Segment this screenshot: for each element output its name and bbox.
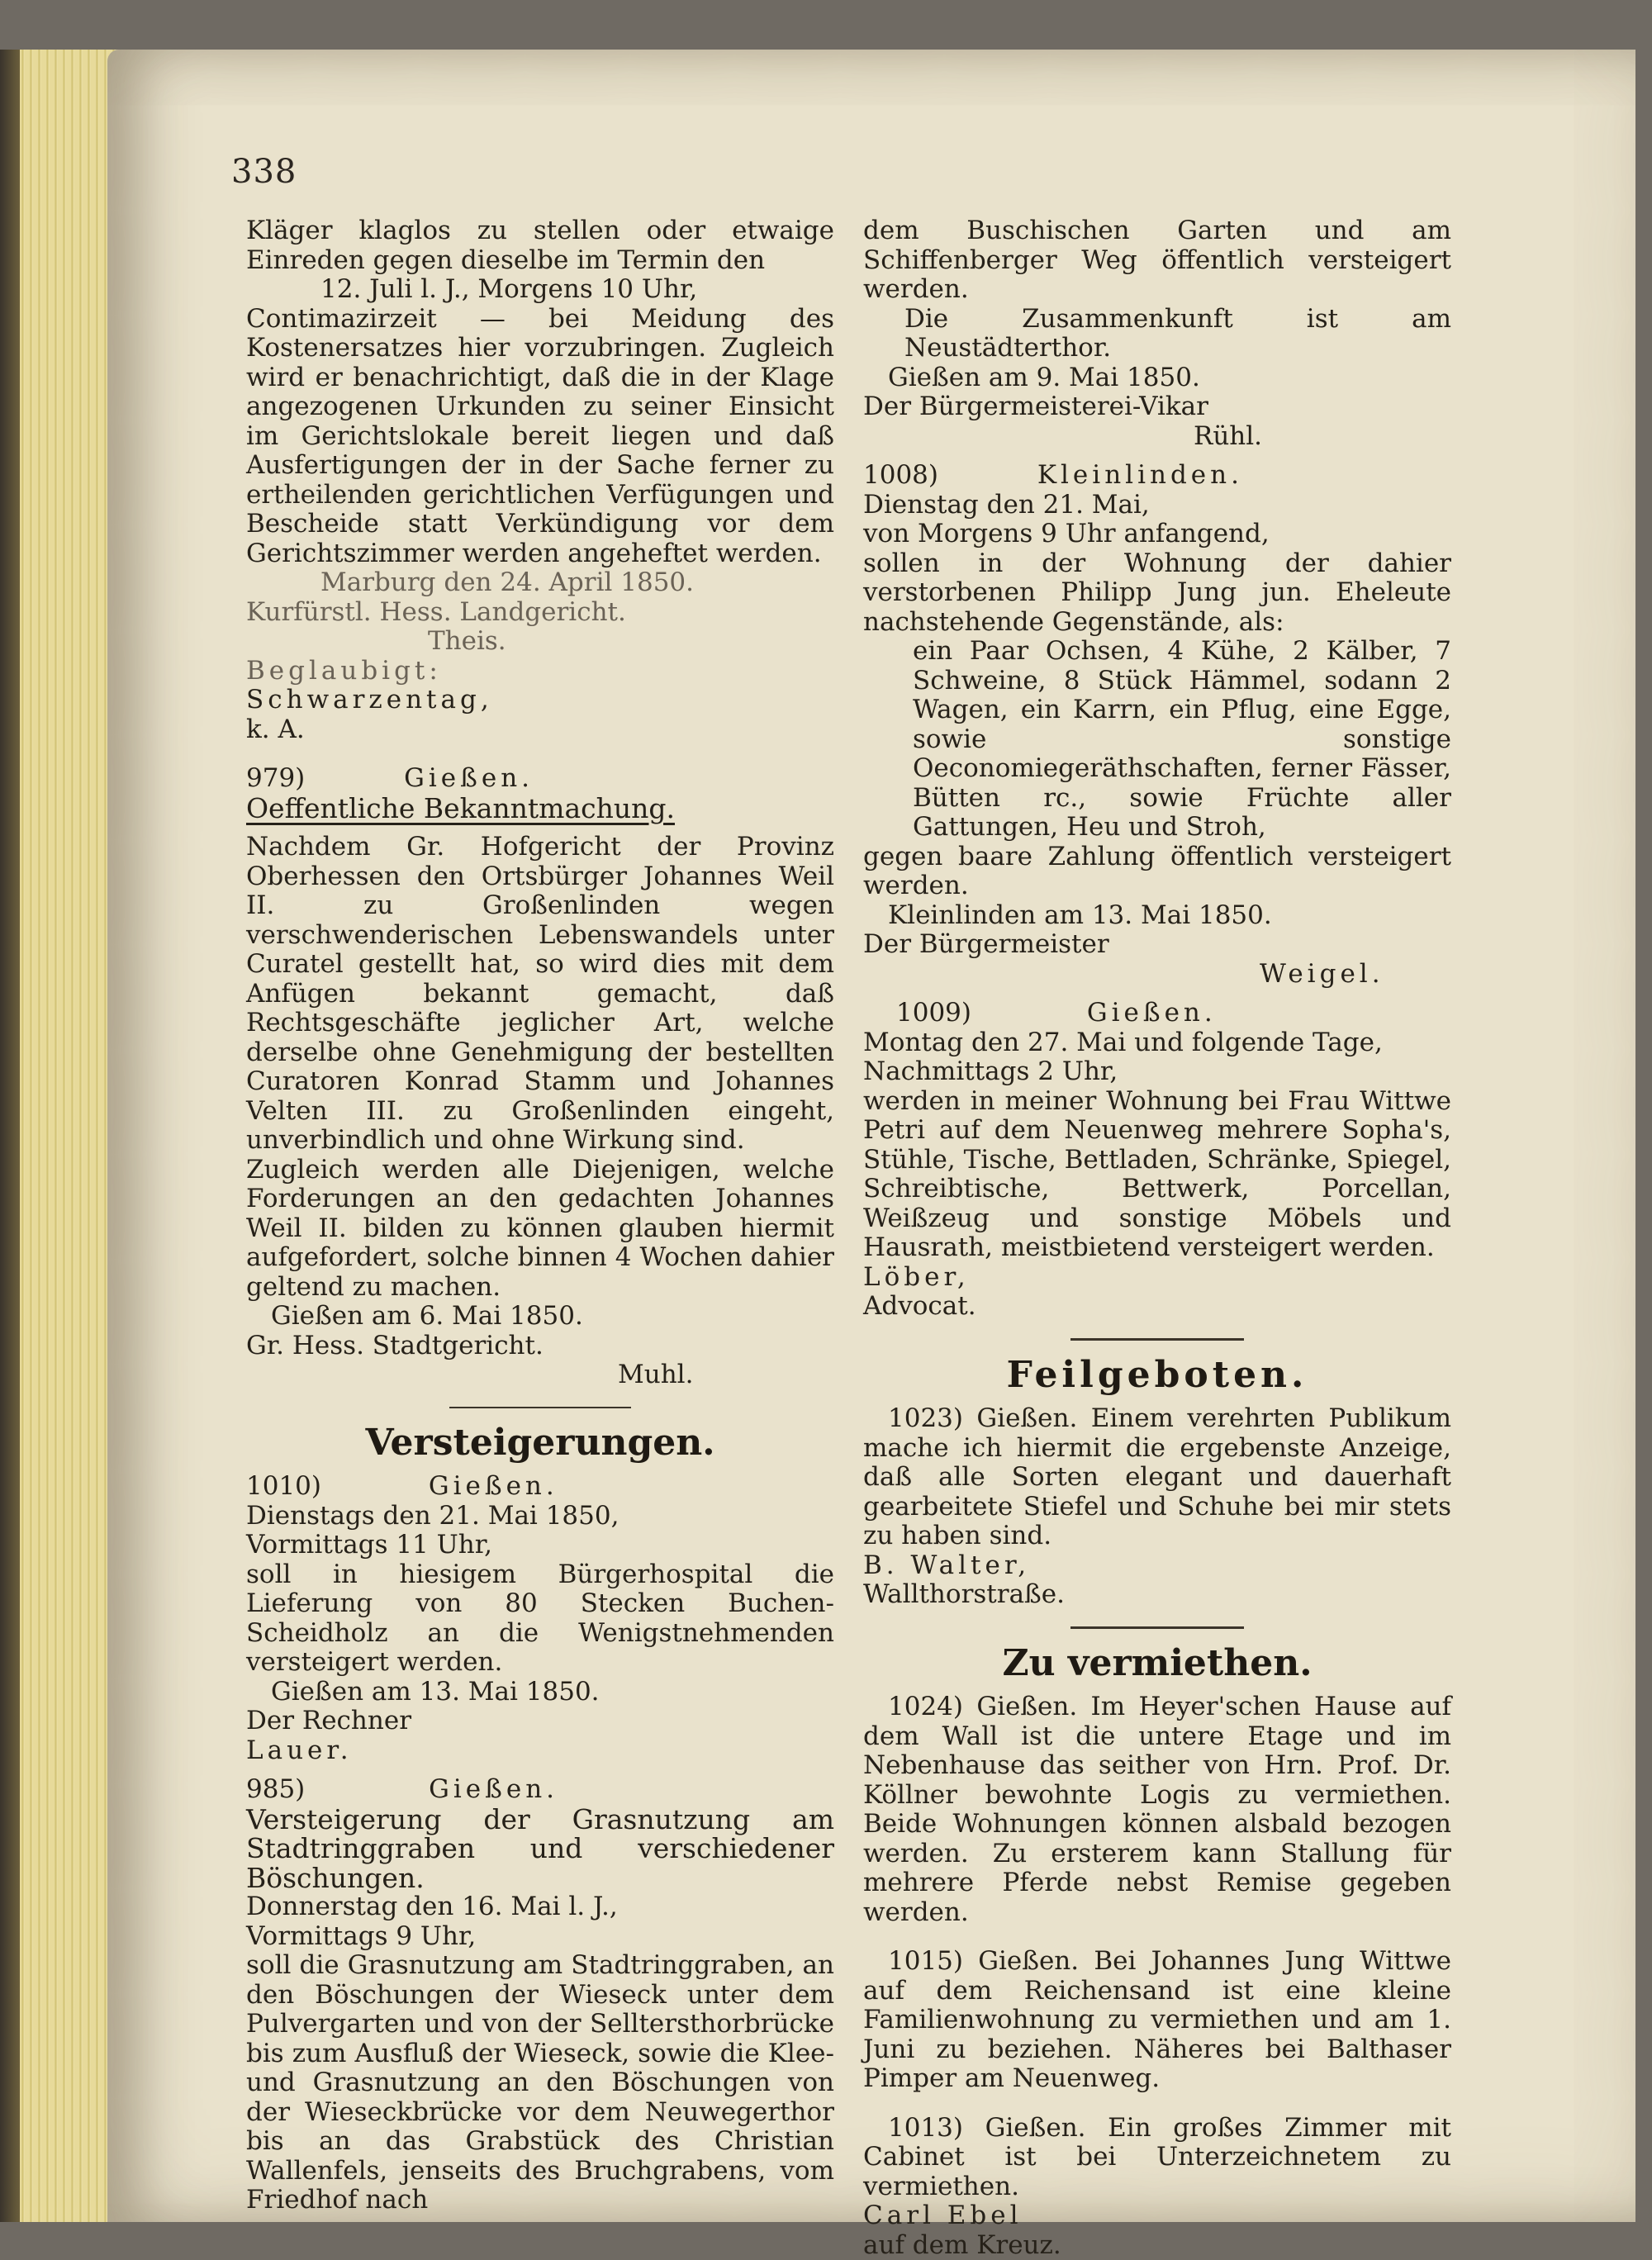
notice-985-header [246,1775,834,1805]
notice-1008-date: Kleinlinden am 13. Mai 1850. [863,901,1451,931]
notice-1009-header [863,999,1451,1028]
book-binding-shadow [0,50,20,2222]
notice-1013-address: auf dem Kreuz. [863,2231,1451,2260]
notice-1008-date-line: Dienstag den 21. Mai, [863,491,1451,520]
court-name: Kurfürstl. Hess. Landgericht. [246,598,834,628]
notice-signer: Rühl. [863,422,1451,452]
notice-number: 1008) [863,460,938,490]
notice-1009-signer-title: Advocat. [863,1292,1451,1322]
notice-1008-intro: sollen in der Wohnung der dahier verstorbenen Philipp Jung jun. Eheleute nachstehende Gegenstände, als: [863,549,1451,638]
left-column [246,216,834,2215]
notice-place: Gießen. [429,1774,558,1804]
notice-1015-body: 1015) Gießen. Bei Johannes Jung Wittwe auf dem Reichensand ist eine kleine Familienwohnung zu vermiethen und am 1. Juni zu beziehen. Näheres bei Balthaser Pimper am Neuenweg. [863,1947,1451,2094]
notice-979-court: Gr. Hess. Stadtgericht. [246,1332,834,1361]
notice-985-date-line: Donnerstag den 16. Mai l. J., [246,1892,834,1922]
certifier-name: Schwarzentag, [246,686,834,715]
notice-1010-header [246,1472,834,1502]
notice-1008-outro: gegen baare Zahlung öffentlich versteigert werden. [863,843,1451,901]
notice-1010-date-line: Dienstags den 21. Mai 1850, [246,1502,834,1531]
notice-1008-time-line: von Morgens 9 Uhr anfangend, [863,520,1451,549]
divider [1070,1338,1244,1341]
notice-date: Gießen am 9. Mai 1850. [863,363,1451,393]
notice-979-date: Gießen am 6. Mai 1850. [246,1302,834,1332]
notice-place-date: Marburg den 24. April 1850. [246,568,834,598]
continued-text-body: Contimazirzeit — bei Meidung des Kostenersatzes hier vorzubringen. Zugleich wird er benachrichtigt, daß die in der Klage angezogenen Urkunden zu seiner Einsicht im Gerichtslokale bereit liegen und daß Ausfertigungen der in der Sache ferner zu ertheilenden gerichtlichen Verfügungen und Bescheide statt Verkündigung vor dem Gerichtszimmer werden angeheftet werden. [246,305,834,569]
notice-1010-time-line: Vormittags 11 Uhr, [246,1531,834,1560]
notice-1008-signer: Weigel. [863,960,1451,990]
notice-1008-header [863,461,1451,491]
notice-979-body1: Nachdem Gr. Hofgericht der Provinz Oberhessen den Ortsbürger Johannes Weil II. zu Großenlinden wegen verschwenderischen Lebenswandels unter Curatel gestellt hat, so wird dies mit dem Anfügen bekannt gemacht, daß Rechtsgeschäfte jeglicher Art, welche derselbe ohne Genehmigung der bestellten Curatoren Konrad Stamm und Johannes Velten III. zu Großenlinden eingeht, unverbindlich und ohne Wirkung sind. [246,833,834,1156]
notice-number: 985) [246,1774,305,1804]
notice-979-signer: Muhl. [246,1360,834,1390]
section-heading-feilgeboten: Feilgeboten. [863,1360,1451,1390]
notice-1010-signer: Lauer. [246,1736,834,1766]
notice-place: Gießen. [404,763,534,793]
notice-985-body: soll die Grasnutzung am Stadtringgraben, an den Böschungen der Wieseck unter dem Pulvergarten und von der Selltersthorbrücke bis zum Ausfluß der Wieseck, sowie die Klee- und Grasnutzung an den Böschungen von der Wieseckbrücke vor dem Neuwegerthor bis an das Grabstück des Christian Wallenfels, jenseits des Bruchgrabens, vom Friedhof nach [246,1951,834,2215]
notice-1009-date-line: Montag den 27. Mai und folgende Tage, [863,1028,1451,1058]
notice-979-body2: Zugleich werden alle Diejenigen, welche Forderungen an den gedachten Johannes Weil II. bilden zu können glauben hiermit aufgefordert, solche binnen 4 Wochen dahier geltend zu machen. [246,1156,834,1303]
meeting-point: Die Zusammenkunft ist am Neustädterthor. [863,305,1451,363]
notice-role: Der Bürgermeisterei-Vikar [863,392,1451,422]
notice-place: Gießen. [429,1471,558,1501]
notice-985-title: Versteigerung der Grasnutzung am Stadtringgraben und verschiedener Böschungen. [246,1805,834,1893]
notice-1009-body: werden in meiner Wohnung bei Frau Wittwe Petri auf dem Neuenweg mehrere Sopha's, Stühle, Tische, Bettladen, Schränke, Spiegel, Schreibtische, Bettwerk, Porcellan, Weißzeug und sonstige Möbels und Hausrath, meistbietend versteigert werden. [863,1087,1451,1263]
notice-1010-date: Gießen am 13. Mai 1850. [246,1678,834,1707]
hearing-date: 12. Juli l. J., Morgens 10 Uhr, [246,275,834,305]
certified-label: Beglaubigt: [246,657,834,686]
section-heading-versteigerungen: Versteigerungen. [246,1428,834,1458]
notice-1023-address: Wallthorstraße. [863,1580,1451,1610]
judge-name: Theis. [246,627,834,657]
notice-1024-body: 1024) Gießen. Im Heyer'schen Hause auf dem Wall ist die untere Etage und im Nebenhause das seither von Hrn. Prof. Dr. Köllner bewohnte Logis zu vermiethen. Beide Wohnungen können alsbald bezogen werden. Zu ersterem kann Stallung für mehrere Pferde nebst Remise gegeben werden. [863,1693,1451,1927]
continued-text-start: Kläger klaglos zu stellen oder etwaige Einreden gegen dieselbe im Termin den [246,216,834,275]
notice-1023-body: 1023) Gießen. Einem verehrten Publikum mache ich hiermit die ergebenste Anzeige, daß alle Sorten elegant und dauerhaft gearbeitete Stiefel und Schuhe bei mir stets zu haben sind. [863,1404,1451,1551]
notice-979-title: Oeffentliche Bekanntmachung. [246,794,834,824]
notice-number: 1010) [246,1471,321,1501]
page-number: 338 [231,153,297,191]
right-column [863,216,1451,2260]
notice-place: Kleinlinden. [1037,460,1243,490]
notice-979-header [246,764,834,794]
notice-1009-signer: Löber, [863,1263,1451,1293]
notice-1009-time-line: Nachmittags 2 Uhr, [863,1057,1451,1087]
notice-number: 1009) [863,998,971,1028]
certifier-title: k. A. [246,715,834,745]
notice-number: 979) [246,763,305,793]
notice-1008-items: ein Paar Ochsen, 4 Kühe, 2 Kälber, 7 Schweine, 8 Stück Hämmel, sodann 2 Wagen, ein Karrn, ein Pflug, eine Egge, sowie sonstige Oeconomiegeräthschaften, ferner Fässer, Bütten rc., sowie Früchte aller Gattungen, Heu und Stroh, [863,637,1451,843]
divider [449,1407,631,1408]
notice-1023-signer: B. Walter, [863,1551,1451,1581]
notice-985-time-line: Vormittags 9 Uhr, [246,1922,834,1952]
notice-1013-signer: Carl Ebel [863,2201,1451,2231]
section-heading-vermiethen: Zu vermiethen. [863,1649,1451,1678]
notice-1008-role: Der Bürgermeister [863,930,1451,960]
divider [1070,1626,1244,1629]
notice-1013-body: 1013) Gießen. Ein großes Zimmer mit Cabinet ist bei Unterzeichnetem zu vermiethen. [863,2114,1451,2202]
notice-1010-role: Der Rechner [246,1707,834,1736]
notice-1010-body: soll in hiesigem Bürgerhospital die Lieferung von 80 Stecken Buchen-Scheidholz an die Wenigstnehmenden versteigert werden. [246,1560,834,1678]
continued-text-right: dem Buschischen Garten und am Schiffenberger Weg öffentlich versteigert werden. [863,216,1451,305]
notice-place: Gießen. [1087,998,1217,1028]
